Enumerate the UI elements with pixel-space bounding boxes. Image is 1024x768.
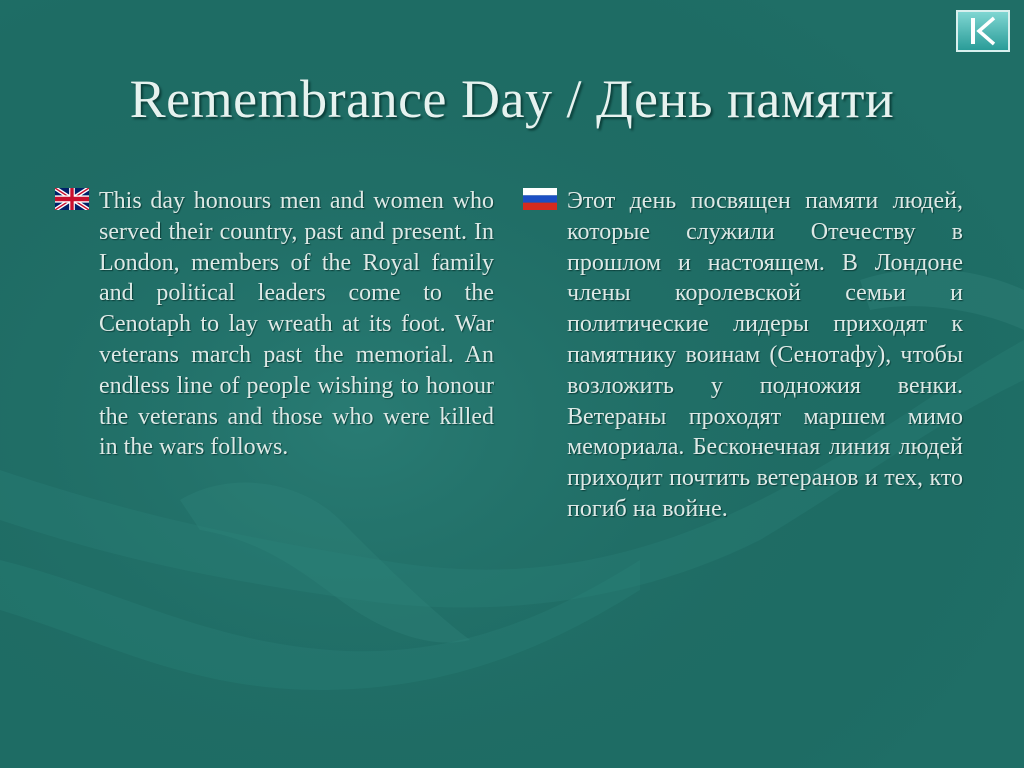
english-text: This day honours men and women who served their country, past and present. In London, members of the Royal family and political leaders come to the Cenotaph to lay wreath at its foot. War veterans march past the memorial. An endless line of people wishing to honour the veterans and those who were killed in the wars follows. [99,188,494,461]
back-to-start-icon [958,12,1008,50]
russian-text: Этот день посвящен памяти людей, которые служили Отечеству в прошлом и настоящем. В Лондоне члены королевской семьи и политические лидеры приходят к памятнику воинам (Сенотафу), чтобы возложить у подножия венки. Ветераны проходят маршем мимо мемориала. Бесконечная линия людей приходит почтить ветеранов и тех, кто погиб на войне. [567,188,963,522]
slide-title: Remembrance Day / День памяти [129,69,895,129]
russia-flag-icon [523,188,557,210]
back-to-start-button[interactable] [956,10,1010,52]
uk-flag-icon [55,188,89,210]
